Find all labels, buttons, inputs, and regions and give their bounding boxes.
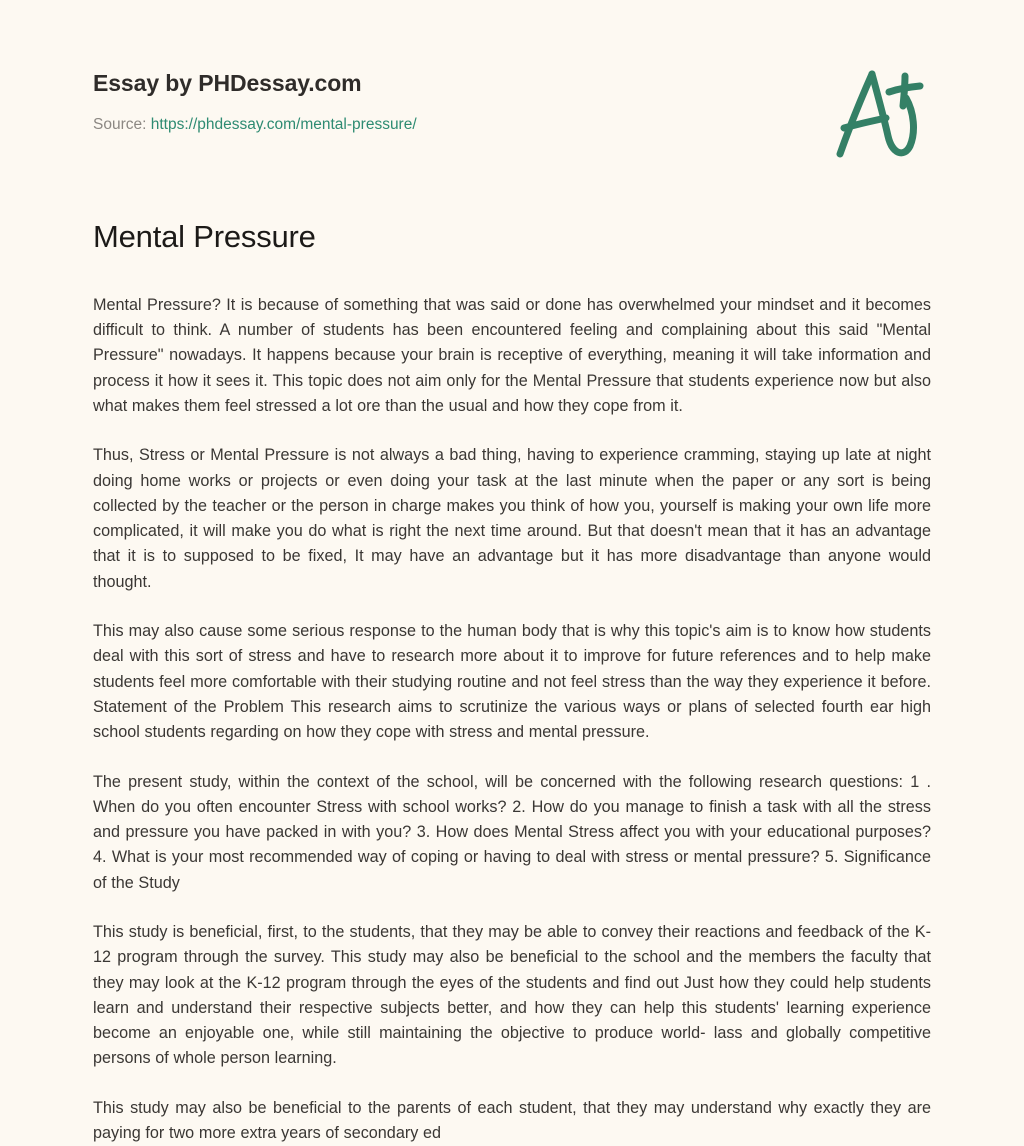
phdessay-a-plus-logo-icon: [810, 62, 930, 167]
document-header: [0, 0, 1024, 190]
article-body: [93, 293, 931, 1146]
article-paragraph: This study is beneficial, first, to the students, that they may be able to convey their reactions and feedback of the K-12 program through the survey. This study may also be beneficial to the school and the members the faculty that they may look at the K-12 program through the eyes of the students and find out Just how they could help students learn and understand their respective subjects better, and how they can help this students' learning experience become an enjoyable one, while still maintaining the objective to produce world- lass and globally competitive persons of whole person learning.: [93, 922, 931, 1068]
article-paragraph: This study may also be beneficial to the parents of each student, that they may understand why exactly they are paying for two more extra years of secondary ed: [93, 1098, 931, 1143]
brand-title: Essay by PHDessay.com: [93, 70, 362, 96]
page-title: Mental Pressure: [93, 219, 316, 254]
article-paragraph: Thus, Stress or Mental Pressure is not always a bad thing, having to experience cramming, staying up late at night doing home works or projects or even doing your task at the last minute when the paper or any sort is being collected by the teacher or the person in charge makes you think of how you, yourself is making your own life more complicated, it will make you do what is right the next time around. But that doesn't mean that it has an advantage that it is to supposed to be fixed, It may have an advantage but it has more disadvantage than anyone would thought.: [93, 446, 931, 591]
article-paragraph: Mental Pressure? It is because of something that was said or done has overwhelmed your mindset and it becomes difficult to think. A number of students has been encountered feeling and complaining about this said "Mental Pressure" nowadays. It happens because your brain is receptive of everything, meaning it will take information and process it how it sees it. This topic does not aim only for the Mental Pressure that students experience now but also what makes them feel stressed a lot ore than the usual and how they cope from it.: [93, 295, 931, 415]
article-paragraph: The present study, within the context of the school, will be concerned with the following research questions: 1 . When do you often encounter Stress with school works? 2. How do you manage to finish a task with all the stress and pressure you have packed in with you? 3. How does Mental Stress affect you with your educational purposes? 4. What is your most recommended way of coping or having to deal with stress or mental pressure? 5. Significance of the Study: [93, 772, 931, 892]
source-label: Source:: [93, 115, 147, 133]
source-line: [93, 116, 417, 135]
brand-block: [93, 70, 417, 134]
article-paragraph: This may also cause some serious response to the human body that is why this topic's aim is to know how students deal with this sort of stress and have to research more about it to improve for future references and to help make students feel more comfortable with their studying routine and not feel stress than the way they experience it before. Statement of the Problem This research aims to scrutinize the various ways or plans of selected fourth ear high school students regarding on how they cope with stress and mental pressure.: [93, 622, 931, 742]
source-url-link[interactable]: https://phdessay.com/mental-pressure/: [150, 115, 417, 133]
article: [93, 218, 931, 1146]
